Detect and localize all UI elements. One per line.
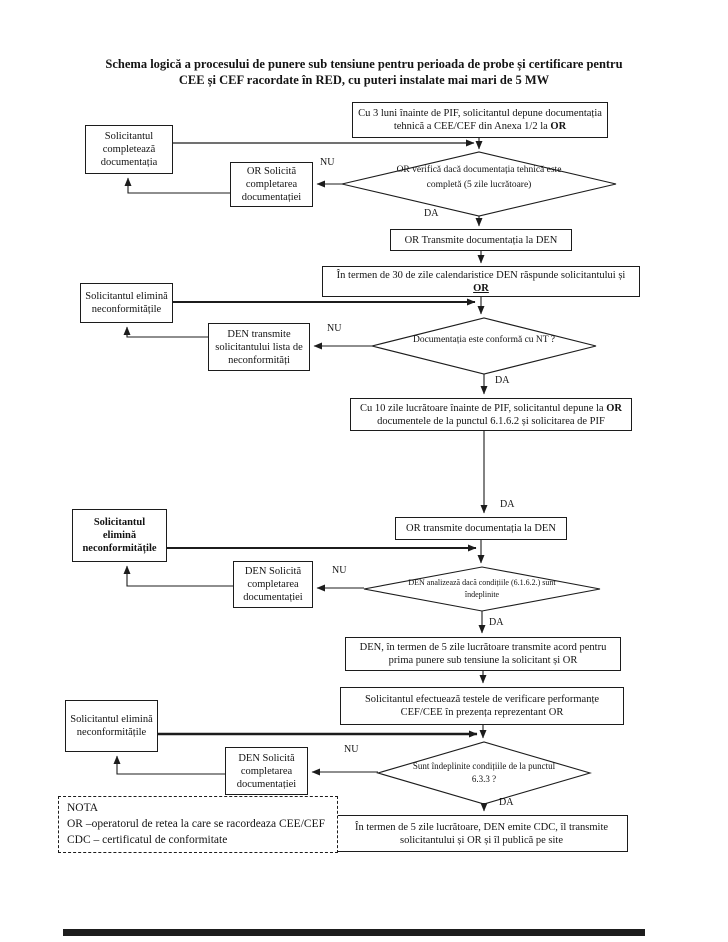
- process-box-den-requests-completion-1: DEN Solicită completarea documentației: [233, 561, 313, 608]
- arrow-dentr-to-sol2: [127, 327, 208, 337]
- process-box-applicant-fixes-nonconformities-3: Solicitantul elimină neconformitățile: [65, 700, 158, 752]
- label-nu-1: NU: [320, 157, 335, 168]
- decision-text-docs-complete: OR verifică dacă documentația tehnică este completă (5 zile lucrătoare): [396, 165, 562, 190]
- label-da-3: DA: [500, 499, 515, 510]
- process-box-den-replies-30-days: În termen de 30 de zile calendaristice DEN răspunde solicitantului și OR: [322, 266, 640, 297]
- process-box-or-requests-completion: OR Solicită completarea documentației: [230, 162, 313, 207]
- process-box-submit-docs: Cu 3 luni înainte de PIF, solicitantul depune documentația tehnică a CEE/CEF din Anexa 1/2 la OR: [352, 102, 608, 138]
- decision-text-docs-conform-nt: Documentația este conformă cu NT ?: [412, 335, 555, 345]
- process-box-applicant-fixes-nonconformities-2: Solicitantul elimină neconformitățile: [72, 509, 167, 562]
- process-box-or-sends-docs-den-2: OR transmite documentația la DEN: [395, 517, 567, 540]
- label-nu-2: NU: [327, 323, 342, 334]
- process-box-den-requests-completion-2: DEN Solicită completarea documentației: [225, 747, 308, 795]
- page-title-line2: CEE și CEF racordate în RED, cu puteri instalate mai mari de 5 MW: [178, 73, 550, 87]
- page-title: [0, 56, 728, 88]
- label-nu-3: NU: [332, 565, 347, 576]
- label-nu-4: NU: [344, 744, 359, 755]
- process-box-applicant-completes-docs: Solicitantul completează documentația: [85, 125, 173, 174]
- page-title-line1: Schema logică a procesului de punere sub tensiune pentru perioada de probe și certificare pentru: [105, 57, 623, 71]
- label-da-4: DA: [489, 617, 504, 628]
- process-box-applicant-performs-tests: Solicitantul efectuează testele de verificare performanțe CEF/CEE în prezența reprezentant OR: [340, 687, 624, 725]
- nota-or-definition: OR –operatorul de retea la care se racordeaza CEE/CEF: [67, 818, 325, 830]
- arrow-densol1-to-sol3: [127, 566, 233, 586]
- nota-legend: [58, 796, 338, 853]
- label-da-1: DA: [424, 208, 439, 219]
- decision-text-conditions-6162: DEN analizează dacă condițiile (6.1.6.2.) sunt îndeplinite: [408, 578, 556, 599]
- label-da-2: DA: [495, 375, 510, 386]
- process-box-applicant-fixes-nonconformities-1: Solicitantul elimină neconformitățile: [80, 283, 173, 323]
- nota-title: NOTA: [67, 802, 99, 814]
- arrow-orsol1-to-sol1: [128, 178, 230, 193]
- arrow-densol2-to-sol4: [117, 756, 225, 774]
- process-box-submit-pif-request: Cu 10 zile lucrătoare înainte de PIF, solicitantul depune la OR documentele de la punctul 6.1.6.2 și solicitarea de PIF: [350, 398, 632, 431]
- process-box-den-sends-nonconformity-list: DEN transmite solicitantului lista de neconformități: [208, 323, 310, 371]
- scan-artifact-bar: [63, 929, 645, 936]
- nota-cdc-definition: CDC – certificatul de conformitate: [67, 834, 228, 846]
- label-da-5: DA: [499, 797, 514, 808]
- process-box-or-sends-docs-den-1: OR Transmite documentația la DEN: [390, 229, 572, 251]
- decision-text-conditions-633: Sunt îndeplinite condițiile de la punctul 6.3.3 ?: [412, 761, 556, 784]
- process-box-den-issues-cdc: În termen de 5 zile lucrătoare, DEN emite CDC, îl transmite solicitantului și OR și îl publică pe site: [335, 815, 628, 852]
- process-box-den-grants-energization: DEN, în termen de 5 zile lucrătoare transmite acord pentru prima punere sub tensiune la solicitant și OR: [345, 637, 621, 671]
